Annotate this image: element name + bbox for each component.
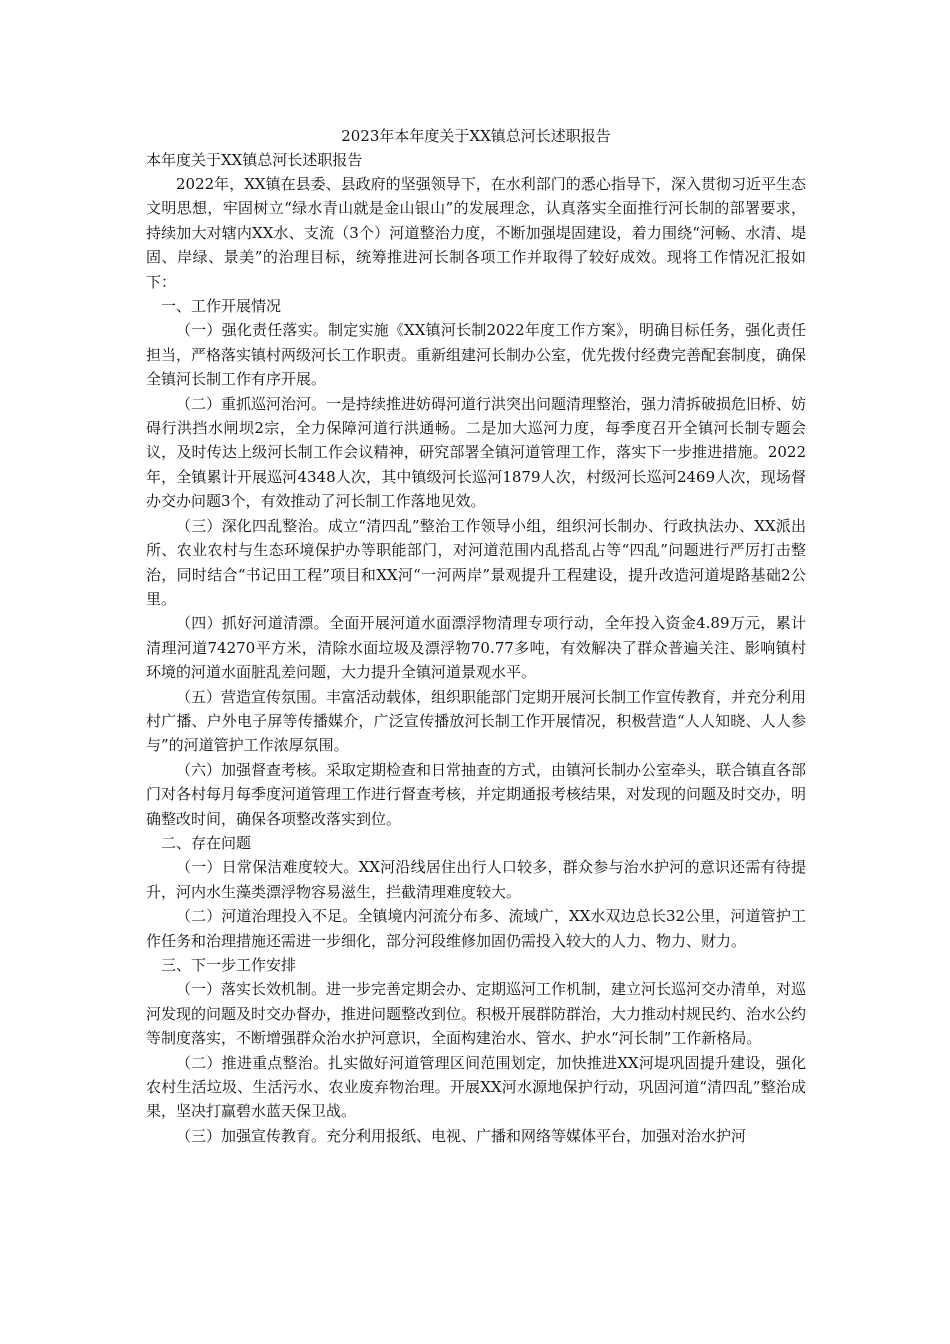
document-page — [146, 124, 806, 1148]
section-paragraph: （二）重抓巡河治河。一是持续推进妨碍河道行洪突出问题清理整治，强力清拆破损危旧桥、妨碍行洪挡水闸坝2宗，全力保障河道行洪通畅。二是加大巡河力度，每季度召开全镇河长制专题会议，及时传达上级河长制工作会议精神，研究部署全镇河道管理工作，落实下一步推进措施。2022年，全镇累计开展巡河4348人次，其中镇级河长巡河1879人次，村级河长巡河2469人次，现场督办交办问题3个，有效推动了河长制工作落地见效。 — [146, 394, 807, 511]
section-paragraph: （二）河道治理投入不足。全镇境内河流分布多、流域广，XX水双边总长32公里，河道管护工作任务和治理措施还需进一步细化，部分河段维修加固仍需投入较大的人力、物力、财力。 — [146, 907, 806, 950]
section-paragraph: （一）强化责任落实。制定实施《XX镇河长制2022年度工作方案》，明确目标任务，强化责任担当，严格落实镇村两级河长工作职责。重新组建河长制办公室，优先拨付经费完善配套制度，确保全镇河长制工作有序开展。 — [146, 321, 807, 389]
document-title: 2023年本年度关于XX镇总河长述职报告 — [341, 127, 611, 145]
section-paragraph: （三）加强宣传教育。充分利用报纸、电视、广播和网络等媒体平台，加强对治水护河 — [176, 1126, 747, 1145]
section-paragraph: （一）落实长效机制。进一步完善定期会办、定期巡河工作机制，建立河长巡河交办清单，对巡河发现的问题及时交办督办，推进问题整改到位。积极开展群防群治，大力推动村规民约、治水公约等制度落实，不断增强群众治水护河意识，全面构建治水、管水、护水“河长制”工作新格局。 — [146, 980, 807, 1048]
document-subtitle: 本年度关于XX镇总河长述职报告 — [146, 151, 363, 169]
section-paragraph: （三）深化四乱整治。成立“清四乱”整治工作领导小组，组织河长制办、行政执法办、XX派出所、农业农村与生态环境保护办等职能部门，对河道范围内乱搭乱占等“四乱”问题进行严厉打击整治，同时结合“书记田工程”项目和XX河“一河两岸”景观提升工程建设，提升改造河道堤路基础2公里。 — [146, 516, 806, 608]
section-existing-problems — [146, 831, 806, 953]
section-heading: 三、下一步工作安排 — [161, 956, 297, 974]
section-paragraph: （四）抓好河道清漂。全面开展河道水面漂浮物清理专项行动，全年投入资金4.89万元，累计清理河道74270平方米，清除水面垃圾及漂浮物70.77多吨，有效解决了群众普遍关注、影响镇村环境的河道水面脏乱差问题，大力提升全镇河道景观水平。 — [146, 614, 806, 682]
section-paragraph: （二）推进重点整治。扎实做好河道管理区间范围划定，加快推进XX河堤巩固提升建设，强化农村生活垃圾、生活污水、农业废弃物治理。开展XX河水源地保护行动，巩固河道“清四乱”整治成果，坚决打赢碧水蓝天保卫战。 — [146, 1053, 806, 1121]
section-paragraph: （一）日常保洁难度较大。XX河沿线居住出行人口较多，群众参与治水护河的意识还需有待提升，河内水生藻类漂浮物容易滋生，拦截清理难度较大。 — [146, 858, 806, 901]
section-heading: 一、工作开展情况 — [161, 297, 282, 316]
section-paragraph: （五）营造宣传氛围。丰富活动载体，组织职能部门定期开展河长制工作宣传教育，并充分利用村广播、户外电子屏等传播媒介，广泛宣传播放河长制工作开展情况，积极营造“人人知晓、人人参与”的河道管护工作浓厚氛围。 — [146, 687, 807, 755]
section-work-progress — [146, 294, 806, 831]
section-next-steps — [146, 953, 806, 1148]
section-heading: 二、存在问题 — [161, 833, 252, 852]
section-paragraph: （六）加强督查考核。采取定期检查和日常抽查的方式，由镇河长制办公室牵头，联合镇直各部门对各村每月每季度河道管理工作进行督查考核，并定期通报考核结果，对发现的问题及时交办，明确整改时间，确保各项整改落实到位。 — [146, 760, 807, 828]
intro-paragraph: 2022年，XX镇在县委、县政府的坚强领导下，在水利部门的悉心指导下，深入贯彻习近平生态文明思想，牢固树立“绿水青山就是金山银山”的发展理念，认真落实全面推行河长制的部署要求，持续加大对辖内XX水、支流（3个）河道整治力度，不断加强堤固建设，着力围绕“河畅、水清、堤固、岸绿、景美”的治理目标，统筹推进河长制各项工作并取得了较好成效。现将工作情况汇报如下： — [146, 175, 806, 291]
